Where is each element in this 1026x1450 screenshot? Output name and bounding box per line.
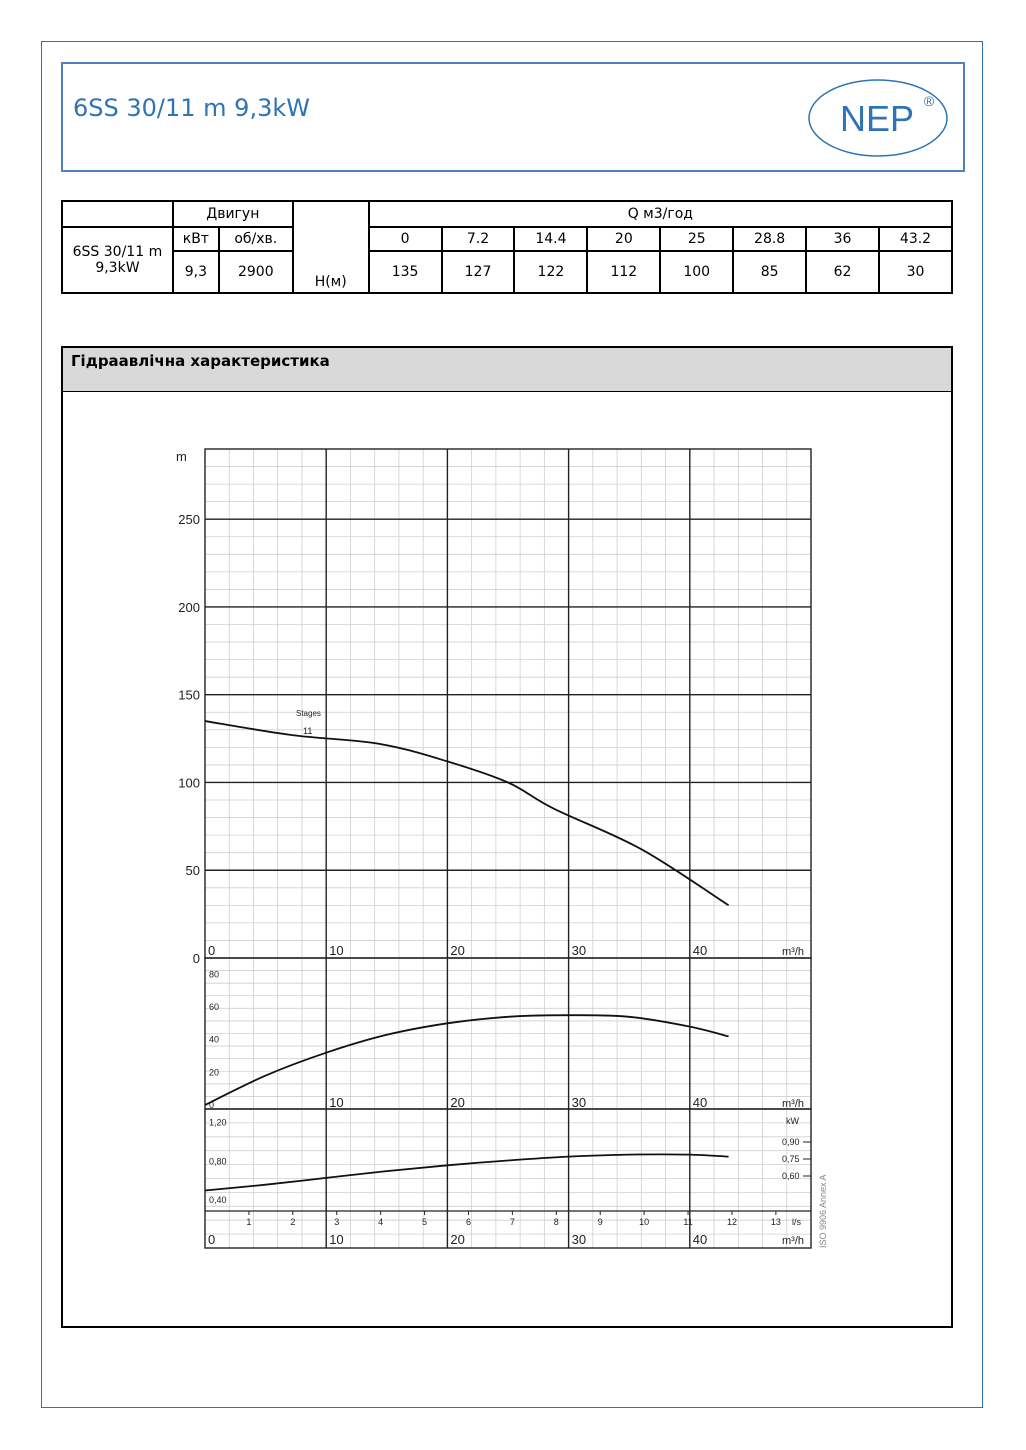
flow-value: 7.2: [442, 227, 515, 251]
rpm-header: об/хв.: [219, 227, 293, 251]
iso-side-note: ISO 9906 Annex A: [818, 1174, 828, 1248]
ls-tick-label: 6: [465, 1217, 471, 1227]
page-title: 6SS 30/11 m 9,3kW: [73, 94, 310, 122]
efficiency-x-tick-label: 40: [692, 1095, 708, 1110]
head-value: 127: [442, 251, 515, 293]
efficiency-x-tick-label: 20: [450, 1095, 465, 1110]
power-y-tick-label: 0,80: [209, 1156, 227, 1167]
rpm-value: 2900: [219, 251, 293, 293]
head-y-tick-label: 150: [178, 687, 200, 703]
power-x-tick-label: 40: [692, 1232, 708, 1247]
power-x-tick-label: 10: [329, 1232, 344, 1247]
head-value: 100: [660, 251, 733, 293]
head-x-tick-label: 0: [208, 943, 216, 958]
ls-tick-label: 2: [290, 1217, 296, 1227]
flow-value: 36: [806, 227, 879, 251]
efficiency-curve: [205, 1015, 729, 1105]
flow-header: Q м3/год: [369, 201, 952, 227]
head-y-tick-label: 100: [178, 775, 200, 791]
efficiency-y-tick-label: 40: [209, 1034, 220, 1045]
head-value: 30: [879, 251, 952, 293]
head-x-tick-label: 20: [450, 943, 465, 958]
ls-tick-label: 4: [378, 1217, 384, 1227]
head-header: H(м): [293, 201, 369, 293]
head-y-axis-label: m: [176, 449, 187, 464]
head-value: 62: [806, 251, 879, 293]
model-cell: 6SS 30/11 m 9,3kW: [62, 227, 173, 293]
power-right-tick-label: 0,75: [782, 1154, 800, 1164]
efficiency-y-tick-label: 0: [209, 1100, 215, 1110]
kw-value: 9,3: [173, 251, 219, 293]
stages-annotation-label: 11: [303, 726, 313, 736]
power-right-tick-label: 0,60: [782, 1171, 800, 1181]
ls-tick-label: 13: [770, 1217, 781, 1227]
flow-value: 28.8: [733, 227, 806, 251]
head-x-tick-label: 40: [692, 943, 708, 958]
flow-value: 0: [369, 227, 442, 251]
power-y-tick-label: 0,40: [209, 1195, 227, 1206]
kw-header: кВт: [173, 227, 219, 251]
power-right-tick-label: 0,90: [782, 1137, 800, 1147]
ls-tick-label: 10: [639, 1217, 650, 1227]
ls-tick-label: 5: [422, 1217, 428, 1227]
logo-text: NEP: [839, 98, 915, 139]
ls-tick-label: 12: [726, 1217, 737, 1227]
flow-value: 25: [660, 227, 733, 251]
head-value: 85: [733, 251, 806, 293]
power-curve: [205, 1154, 729, 1190]
section-title: Гідраавлічна характеристика: [63, 348, 951, 392]
head-y-tick-label: 250: [178, 512, 200, 528]
flow-value: 14.4: [514, 227, 587, 251]
head-value: 112: [587, 251, 660, 293]
flow-value: 20: [587, 227, 660, 251]
head-x-tick-label: 30: [571, 943, 587, 958]
power-right-unit-label: kW: [786, 1116, 799, 1126]
flow-value: 43.2: [879, 227, 952, 251]
ls-tick-label: 1: [246, 1217, 252, 1227]
ls-tick-label: 9: [597, 1217, 603, 1227]
ls-unit-label: l/s: [792, 1217, 801, 1227]
head-value: 135: [369, 251, 442, 293]
power-x-tick-label: 20: [450, 1232, 465, 1247]
stages-annotation-title: Stages: [296, 709, 321, 718]
head-x-unit-label: m³/h: [782, 946, 804, 958]
ls-tick-label: 7: [509, 1217, 515, 1227]
plot-frame: [205, 449, 811, 958]
head-x-tick-label: 10: [329, 943, 344, 958]
efficiency-x-unit-label: m³/h: [782, 1098, 804, 1110]
efficiency-x-tick-label: 30: [571, 1095, 587, 1110]
head-y-tick-label: 50: [185, 863, 200, 879]
ls-tick-label: 3: [334, 1217, 340, 1227]
efficiency-y-tick-label: 80: [209, 969, 220, 980]
power-y-tick-label: 1,20: [209, 1117, 227, 1128]
head-y-tick-label: 200: [178, 599, 200, 615]
head-value: 122: [514, 251, 587, 293]
ls-tick-label: 11: [683, 1217, 693, 1227]
motor-header: Двигун: [173, 201, 293, 227]
efficiency-y-tick-label: 20: [209, 1067, 220, 1078]
power-x-unit-label: m³/h: [782, 1235, 804, 1247]
head-curve: [205, 721, 729, 905]
ls-tick-label: 8: [553, 1217, 559, 1227]
efficiency-y-tick-label: 60: [209, 1002, 220, 1012]
power-x-tick-label: 0: [208, 1232, 216, 1247]
logo-registered-mark: ®: [923, 93, 935, 109]
efficiency-x-tick-label: 10: [329, 1095, 344, 1110]
head-y-tick-label: 0: [192, 951, 200, 966]
power-x-tick-label: 30: [571, 1232, 587, 1247]
